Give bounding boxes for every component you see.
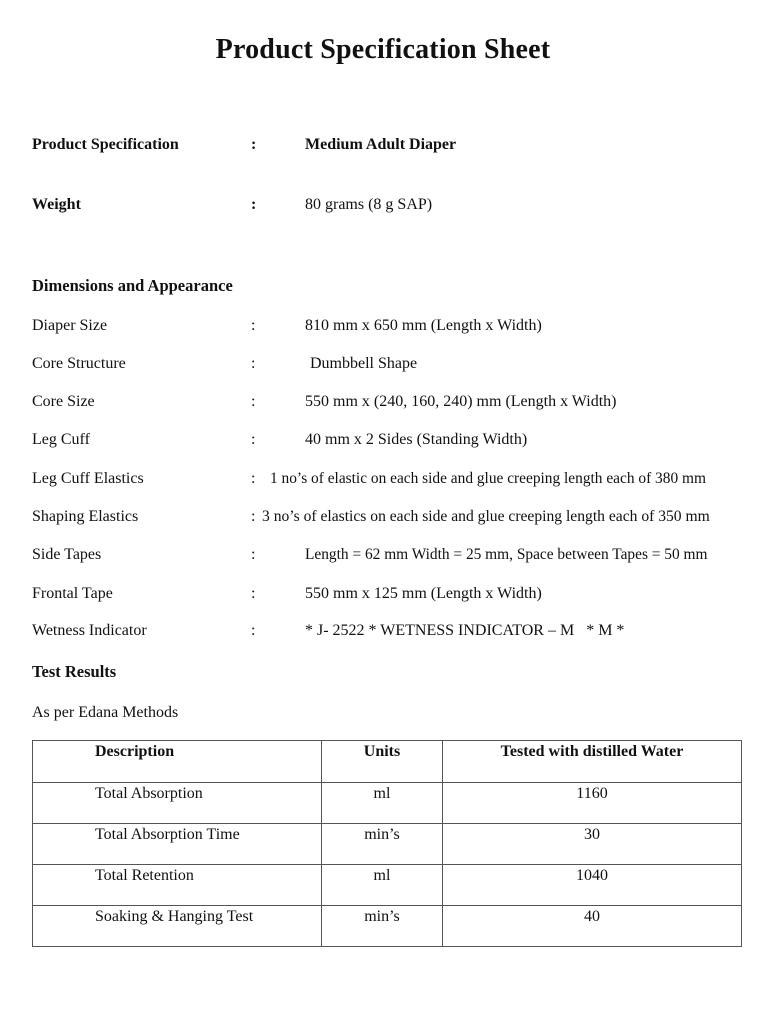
product-spec-value: Medium Adult Diaper [305,136,457,153]
weight-colon: : [251,196,257,213]
weight-label: Weight [32,196,81,213]
spec-colon: : [251,585,256,602]
table-cell-description: Total Retention [33,865,322,906]
spec-value: 1 no’s of elastic on each side and glue creeping length each of 380 mm [270,470,706,487]
product-spec-label: Product Specification [32,136,179,153]
spec-row-shaping-elastics [0,508,760,532]
spec-value: Dumbbell Shape [310,355,418,372]
table-cell-units: min’s [322,824,443,865]
spec-value: * J- 2522 * WETNESS INDICATOR – M * M * [305,622,625,639]
page-title: Product Specification Sheet [215,34,551,65]
table-cell-value: 40 [443,906,742,947]
spec-value: 550 mm x 125 mm (Length x Width) [305,585,542,602]
column-header-tested: Tested with distilled Water [443,741,742,783]
table-cell-units: ml [322,865,443,906]
product-spec-colon: : [251,136,257,153]
spec-colon: : [251,431,256,448]
test-results-table [32,740,742,947]
table-cell-description: Total Absorption Time [33,824,322,865]
spec-row-side-tapes [0,546,760,570]
table-cell-value: 30 [443,824,742,865]
spec-label: Leg Cuff Elastics [32,470,144,487]
table-cell-units: ml [322,783,443,824]
product-spec-row [0,136,760,160]
spec-value: 40 mm x 2 Sides (Standing Width) [305,431,528,448]
spec-colon: : [251,355,256,372]
spec-label: Side Tapes [32,546,102,563]
spec-label: Diaper Size [32,317,108,334]
spec-value: 3 no’s of elastics on each side and glue creeping length each of 350 mm [262,508,710,525]
spec-value: 550 mm x (240, 160, 240) mm (Length x Width) [305,393,617,410]
spec-row-core-structure [0,355,760,379]
spec-colon: : [251,317,256,334]
spec-label: Leg Cuff [32,431,90,448]
spec-row-diaper-size [0,317,760,341]
spec-row-core-size [0,393,760,417]
table-header-row [33,741,742,783]
spec-colon: : [251,546,256,563]
test-results-heading: Test Results [32,662,117,681]
dimensions-heading: Dimensions and Appearance [32,276,233,295]
spec-label: Frontal Tape [32,585,113,602]
column-header-description: Description [33,741,322,783]
spec-value: 810 mm x 650 mm (Length x Width) [305,317,542,334]
table-cell-description: Soaking & Hanging Test [33,906,322,947]
test-method-note: As per Edana Methods [32,704,179,721]
table-cell-description: Total Absorption [33,783,322,824]
table-row [33,906,742,947]
spec-label: Shaping Elastics [32,508,139,525]
column-header-units: Units [322,741,443,783]
weight-value: 80 grams (8 g SAP) [305,196,433,213]
table-row [33,824,742,865]
table-row [33,865,742,906]
table-cell-value: 1160 [443,783,742,824]
spec-colon: : [251,393,256,410]
spec-row-frontal-tape [0,585,760,609]
spec-label: Core Size [32,393,95,410]
spec-row-wetness-indicator [0,622,760,646]
table-row [33,783,742,824]
spec-row-leg-cuff-elastics [0,470,760,494]
spec-label: Core Structure [32,355,126,372]
spec-label: Wetness Indicator [32,622,147,639]
table-cell-value: 1040 [443,865,742,906]
spec-row-leg-cuff [0,431,760,455]
weight-row [0,196,760,220]
spec-colon: : [251,470,256,487]
spec-value: Length = 62 mm Width = 25 mm, Space between Tapes = 50 mm [305,546,708,563]
spec-colon: : [251,622,256,639]
table-cell-units: min’s [322,906,443,947]
spec-colon: : [251,508,256,525]
